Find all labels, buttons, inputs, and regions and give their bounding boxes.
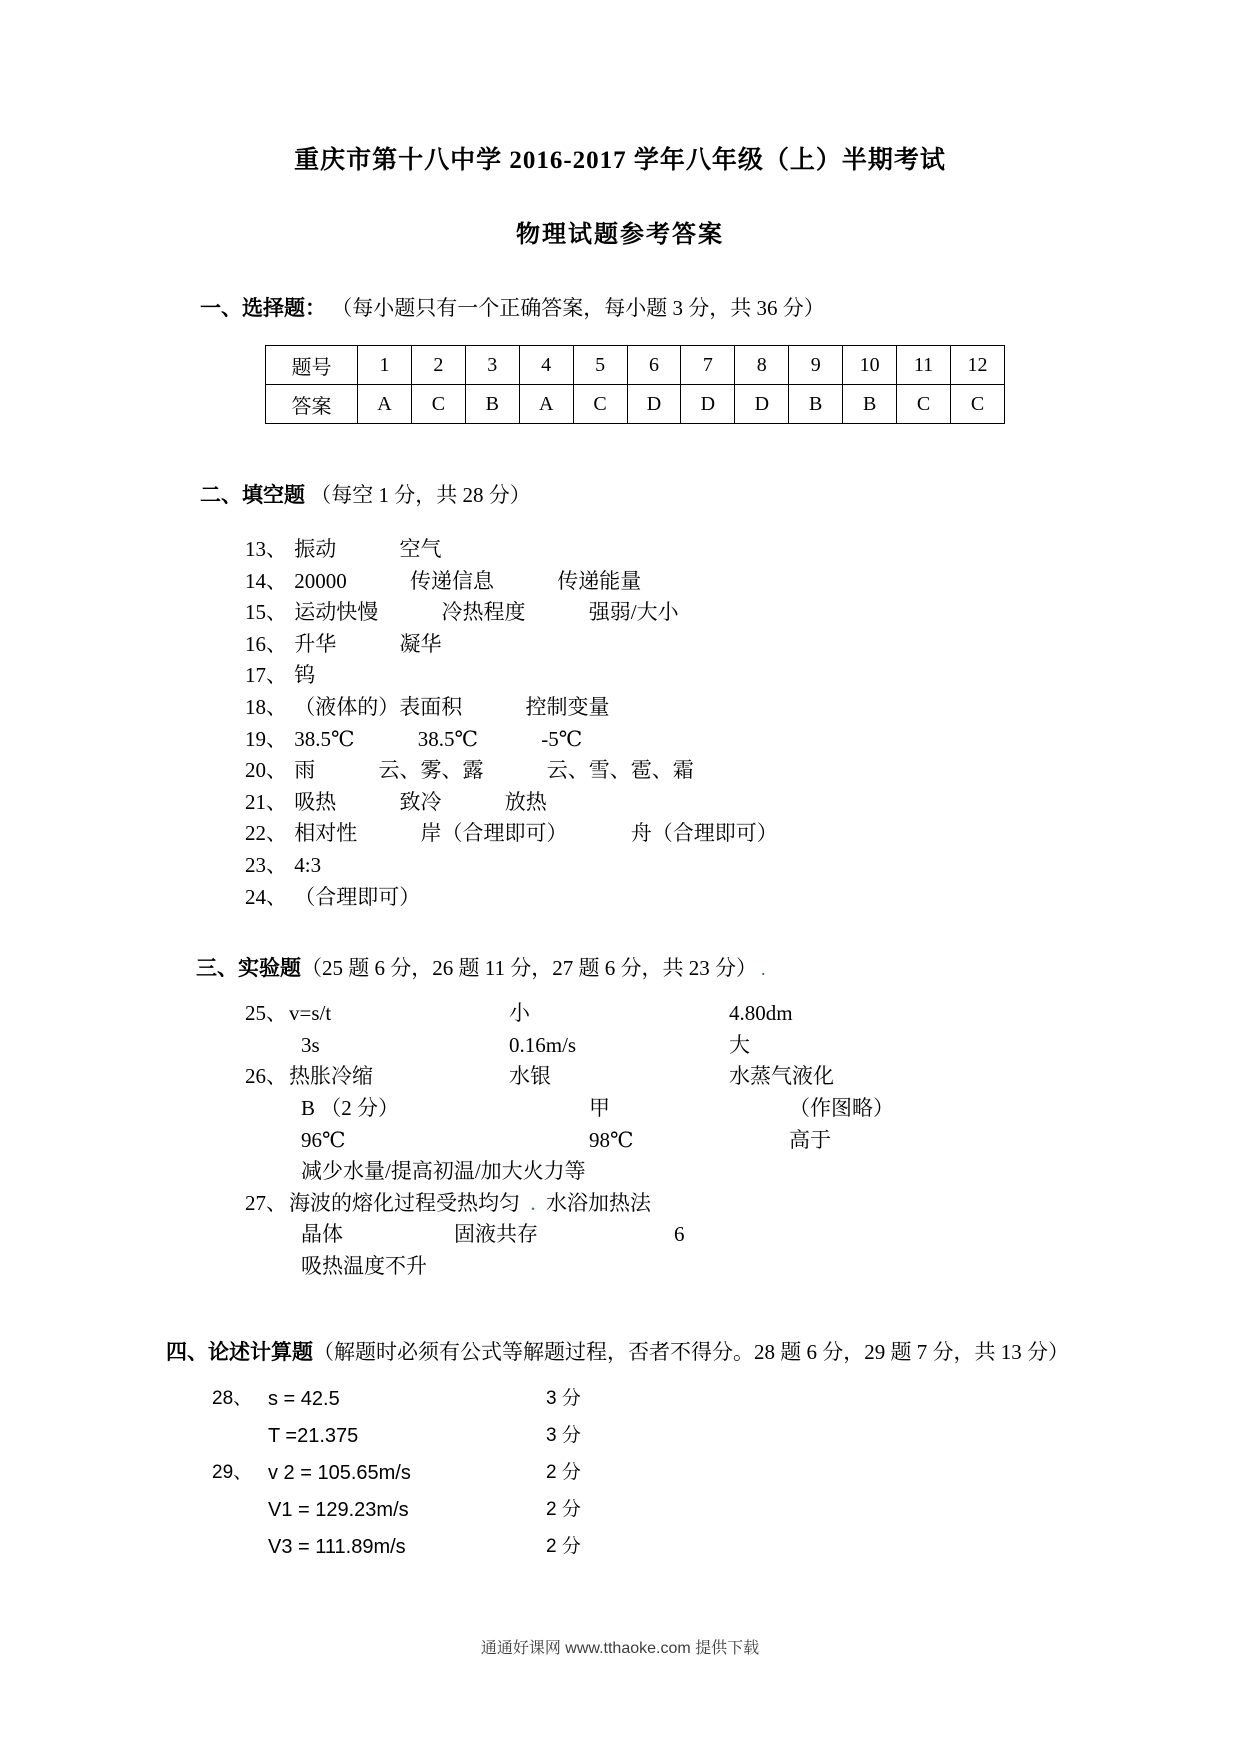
answer-text: 水银	[509, 1064, 551, 1089]
score-label: 2 分	[546, 1462, 581, 1484]
answer-text: 相对性	[294, 821, 358, 846]
section4-heading-label: 四、论述计算题	[166, 1340, 313, 1365]
answer-expression: s = 42.5	[268, 1388, 340, 1411]
answer-table	[265, 345, 1005, 424]
answer-text: 固液共存	[454, 1222, 538, 1247]
item-number	[245, 1156, 289, 1188]
item-number	[212, 1418, 268, 1455]
answer-text: 强弱/大小	[588, 600, 679, 625]
section1-heading	[200, 293, 1240, 323]
section3-heading	[196, 953, 1240, 984]
scan-artifact-dot: .	[530, 1190, 536, 1215]
calc-line-28a	[212, 1381, 1240, 1418]
answer-text: 岸（合理即可）	[420, 821, 568, 846]
section1-heading-note: （每小题只有一个正确答案，每小题 3 分，共 36 分）	[331, 296, 825, 320]
answer-text: 4:3	[294, 852, 322, 877]
item-number	[212, 1529, 268, 1566]
exp-line-26	[245, 1061, 1240, 1093]
section2-heading	[200, 480, 1240, 510]
answer-text: 甲	[589, 1095, 610, 1120]
answer-text: -5℃	[541, 726, 583, 751]
answer-text: 钨	[294, 663, 316, 688]
answer-cell: B	[789, 385, 843, 424]
exp-line-26c	[245, 1125, 1240, 1157]
fill-item-17	[245, 660, 1240, 692]
item-number: 28、	[212, 1388, 253, 1410]
answer-text: （作图略）	[789, 1095, 894, 1120]
section2-heading-note: （每空 1 分，共 28 分）	[310, 483, 531, 507]
calc-line-29b	[212, 1492, 1240, 1529]
item-number	[245, 1125, 289, 1157]
item-number	[212, 1492, 268, 1529]
answer-table-row1-label: 题号	[266, 346, 358, 385]
answer-text: 大	[729, 1032, 750, 1057]
answer-cell: B	[843, 385, 897, 424]
question-number-cell: 11	[897, 346, 951, 385]
fill-item-19	[245, 724, 1240, 756]
calculation-answers-block	[212, 1381, 1240, 1565]
answer-expression: T =21.375	[268, 1425, 359, 1448]
item-number: 16、	[245, 631, 287, 656]
answer-text: 海波的熔化过程受热均匀	[289, 1190, 520, 1215]
fill-item-21	[245, 787, 1240, 819]
fill-item-18	[245, 692, 1240, 724]
document-title: 重庆市第十八中学 2016-2017 学年八年级（上）半期考试	[294, 147, 946, 174]
answer-cell: B	[465, 385, 519, 424]
section1-heading-label: 一、选择题：	[200, 296, 326, 320]
fill-item-23	[245, 850, 1240, 882]
answer-cell: C	[950, 385, 1004, 424]
answer-cell: A	[358, 385, 412, 424]
question-number-cell: 4	[519, 346, 573, 385]
question-number-cell: 2	[411, 346, 465, 385]
item-number: 15、	[245, 600, 287, 625]
answer-text: 6	[674, 1222, 685, 1247]
answer-cell: D	[735, 385, 789, 424]
item-number	[245, 1251, 289, 1283]
question-number-cell: 6	[627, 346, 681, 385]
answer-text: B （2 分）	[301, 1095, 400, 1120]
answer-table-number-row	[266, 346, 1005, 385]
exp-line-27	[245, 1188, 1240, 1220]
item-number: 29、	[212, 1462, 253, 1484]
question-number-cell: 5	[573, 346, 627, 385]
answer-text: 云、雾、露	[378, 758, 484, 783]
answer-text: 雨	[294, 758, 316, 783]
exp-line-26b	[245, 1093, 1240, 1125]
fill-item-22	[245, 818, 1240, 850]
answer-text: 升华	[294, 631, 337, 656]
fill-item-14	[245, 566, 1240, 598]
answer-expression: V3 = 111.89m/s	[268, 1535, 406, 1558]
answer-expression: V1 = 129.23m/s	[268, 1498, 409, 1521]
answer-text: 凝华	[399, 631, 442, 656]
calc-line-29c	[212, 1529, 1240, 1566]
answer-cell: D	[681, 385, 735, 424]
item-number: 24、	[245, 884, 287, 909]
fill-answers-block	[245, 534, 1240, 913]
answer-text: 96℃	[301, 1127, 346, 1152]
answer-cell: C	[573, 385, 627, 424]
answer-text: 水浴加热法	[546, 1190, 651, 1215]
section4-heading-note: （解题时必须有公式等解题过程，否者不得分。28 题 6 分，29 题 7 分，共 13 分）	[313, 1340, 1069, 1365]
exp-line-27c	[245, 1251, 1240, 1283]
section3-heading-note: （25 题 6 分，26 题 11 分，27 题 6 分，共 23 分）	[301, 956, 757, 981]
score-label: 3 分	[546, 1388, 581, 1410]
answer-text: v=s/t	[289, 1001, 332, 1026]
calc-line-29a	[212, 1455, 1240, 1492]
answer-text: 0.16m/s	[509, 1032, 577, 1057]
answer-cell: C	[897, 385, 951, 424]
item-number: 27、	[245, 1190, 287, 1215]
answer-text: 传递信息	[410, 568, 494, 593]
answer-text: 放热	[504, 789, 547, 814]
fill-item-16	[245, 629, 1240, 661]
question-number-cell: 3	[465, 346, 519, 385]
item-number: 18、	[245, 694, 287, 719]
answer-table-answer-row	[266, 385, 1005, 424]
question-number-cell: 7	[681, 346, 735, 385]
answer-text: 传递能量	[557, 568, 642, 593]
document-subtitle: 物理试题参考答案	[516, 222, 724, 248]
question-number-cell: 10	[843, 346, 897, 385]
answer-text: 冷热程度	[441, 600, 526, 625]
answer-text: （液体的）表面积	[294, 694, 463, 719]
answer-text: 高于	[789, 1127, 831, 1152]
exp-line-25	[245, 998, 1240, 1030]
answer-text: （合理即可）	[294, 884, 421, 909]
answer-text: 空气	[399, 537, 442, 561]
question-number-cell: 8	[735, 346, 789, 385]
exp-line-27b	[245, 1219, 1240, 1251]
answer-text: 晶体	[301, 1222, 343, 1247]
item-number: 14、	[245, 568, 287, 593]
score-label: 2 分	[546, 1535, 581, 1557]
answer-text: 运动快慢	[294, 600, 379, 625]
fill-item-20	[245, 755, 1240, 787]
exp-line-26d	[245, 1156, 1240, 1188]
question-number-cell: 1	[358, 346, 412, 385]
section4-heading	[130, 1334, 1130, 1371]
answer-text: 3s	[301, 1032, 320, 1057]
fill-item-13	[245, 534, 1240, 566]
fill-item-24	[245, 882, 1240, 914]
answer-text: 云、雪、雹、霜	[546, 758, 694, 783]
answer-text: 振动	[294, 537, 337, 561]
answer-text: 减少水量/提高初温/加大火力等	[301, 1159, 586, 1184]
answer-text: 热胀冷缩	[289, 1064, 373, 1089]
section2-heading-label: 二、填空题	[200, 483, 305, 507]
answer-text: 98℃	[589, 1127, 634, 1152]
answer-text: 38.5℃	[294, 726, 355, 751]
section3-heading-label: 三、实验题	[196, 956, 301, 981]
answer-table-row2-label: 答案	[266, 385, 358, 424]
item-number: 22、	[245, 821, 287, 846]
answer-expression: v 2 = 105.65m/s	[268, 1462, 411, 1485]
item-number: 26、	[245, 1064, 287, 1089]
item-number	[245, 1219, 289, 1251]
item-number: 13、	[245, 537, 287, 561]
answer-text: 小	[509, 1001, 530, 1026]
answer-text: 38.5℃	[417, 726, 478, 751]
answer-text: 控制变量	[525, 694, 610, 719]
item-number	[245, 1030, 289, 1062]
score-label: 3 分	[546, 1425, 581, 1447]
scan-artifact-dot: .	[760, 959, 766, 980]
item-number	[245, 1093, 289, 1125]
score-label: 2 分	[546, 1498, 581, 1520]
item-number: 20、	[245, 758, 287, 783]
answer-text: 水蒸气液化	[729, 1064, 834, 1089]
answer-cell: C	[411, 385, 465, 424]
item-number: 17、	[245, 663, 287, 688]
answer-text: 4.80dm	[729, 1001, 793, 1026]
answer-text: 舟（合理即可）	[630, 821, 778, 846]
answer-text: 致冷	[399, 789, 442, 814]
question-number-cell: 9	[789, 346, 843, 385]
answer-text: 吸热温度不升	[301, 1253, 427, 1278]
fill-item-15	[245, 597, 1240, 629]
answer-text: 20000	[294, 568, 347, 593]
item-number: 23、	[245, 852, 287, 877]
footer-watermark: 通通好课网 www.tthaoke.com 提供下载	[480, 1640, 760, 1657]
item-number: 19、	[245, 726, 287, 751]
answer-text: 吸热	[294, 789, 337, 814]
exp-line-25b	[245, 1030, 1240, 1062]
answer-cell: A	[519, 385, 573, 424]
answer-cell: D	[627, 385, 681, 424]
question-number-cell: 12	[950, 346, 1004, 385]
item-number: 25、	[245, 1001, 287, 1026]
item-number: 21、	[245, 789, 287, 814]
calc-line-28b	[212, 1418, 1240, 1455]
experiment-answers-block	[245, 998, 1240, 1282]
